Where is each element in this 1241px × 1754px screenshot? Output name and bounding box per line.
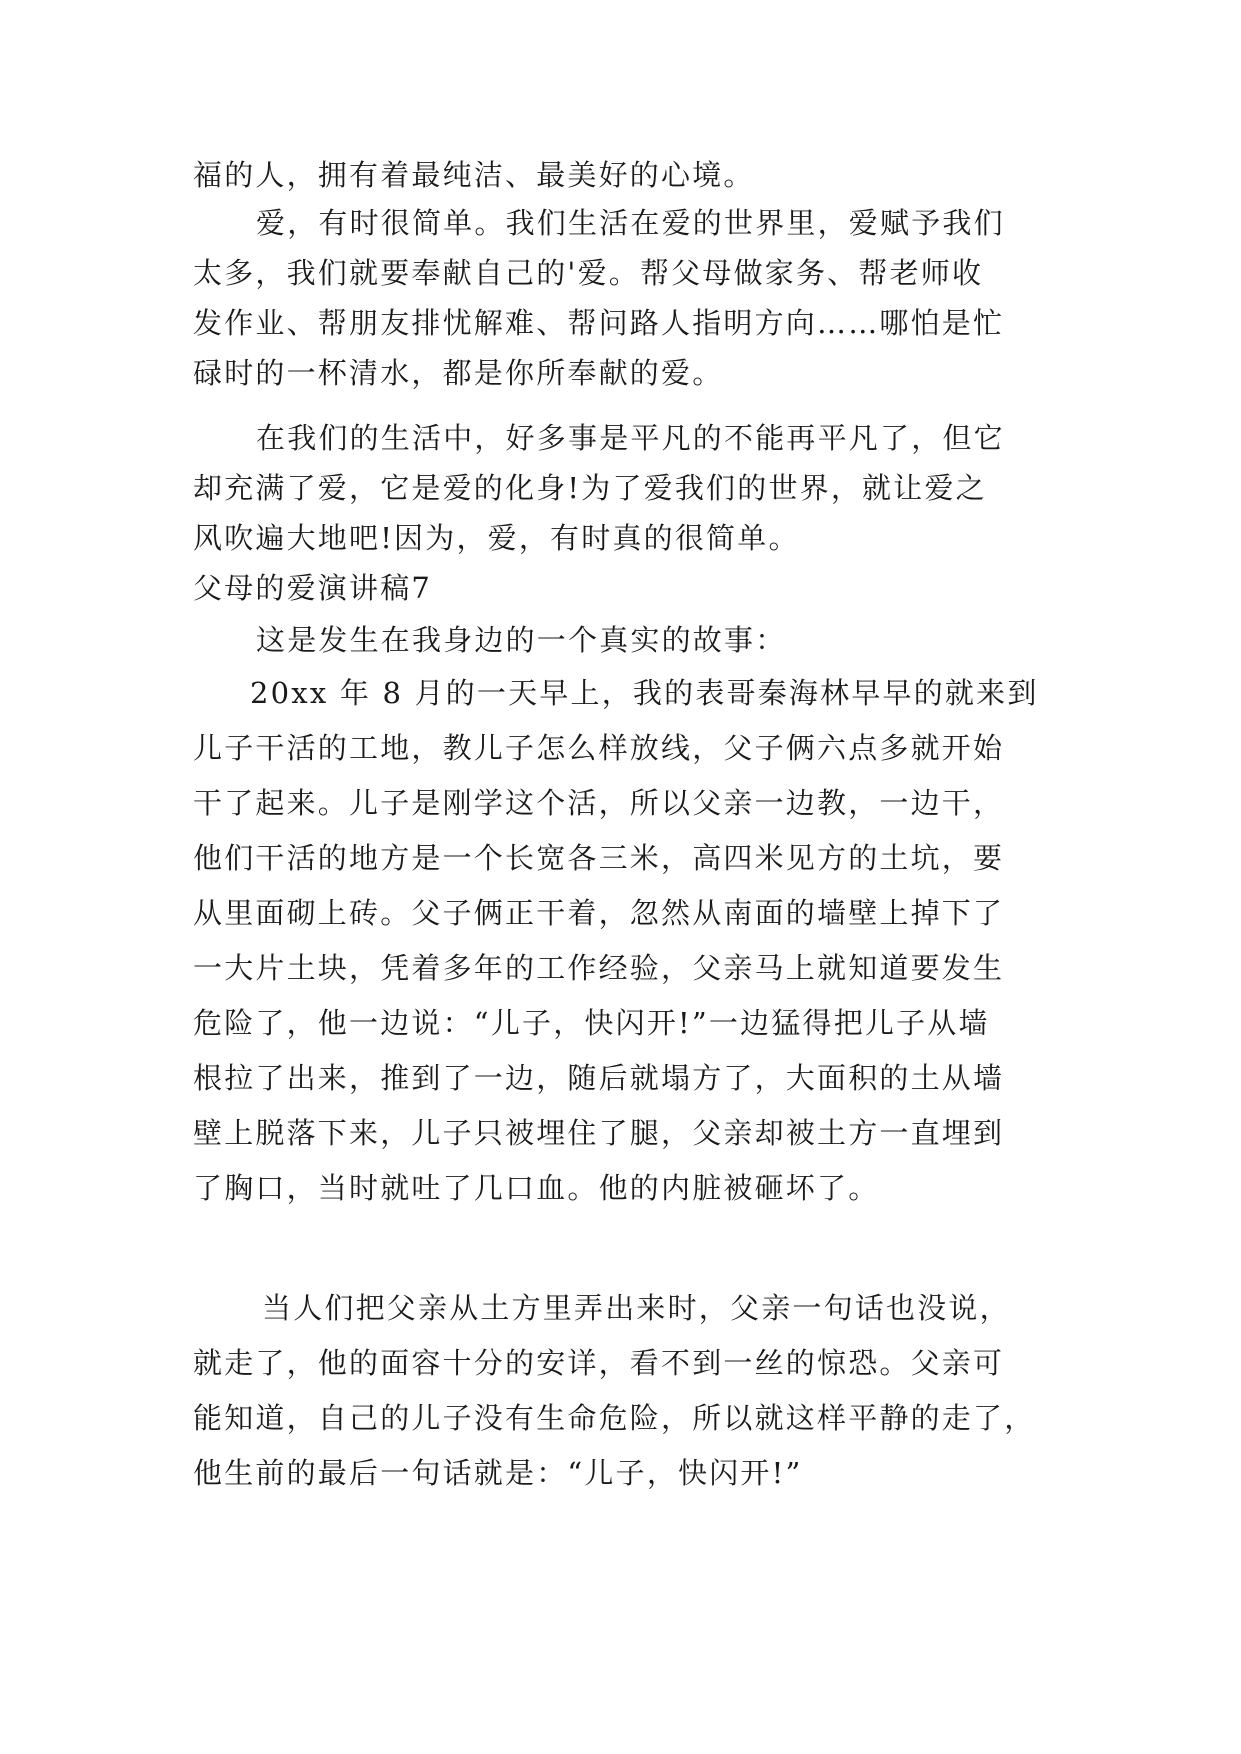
text-line: 碌时的一杯清水，都是你所奉献的爱。	[193, 356, 724, 390]
text-line: 能知道，自己的儿子没有生命危险，所以就这样平静的走了，	[193, 1401, 1036, 1435]
text-line: 当人们把父亲从土方里弄出来时，父亲一句话也没说，	[262, 1291, 1011, 1325]
text-line: 就走了，他的面容十分的安详，看不到一丝的惊恐。父亲可	[193, 1346, 1005, 1380]
text-line: 从里面砌上砖。父子俩正干着，忽然从南面的墙壁上掉下了	[193, 896, 1005, 930]
text-line: 发作业、帮朋友排忧解难、帮问路人指明方向……哪怕是忙	[193, 306, 1005, 340]
text-line: 风吹遍大地吧!因为，爱，有时真的很简单。	[193, 521, 800, 555]
text-line: 根拉了出来，推到了一边，随后就塌方了，大面积的土从墙	[193, 1061, 1005, 1095]
text-line: 了胸口，当时就吐了几口血。他的内脏被砸坏了。	[193, 1171, 880, 1205]
text-line: 儿子干活的工地，教儿子怎么样放线，父子俩六点多就开始	[193, 731, 1005, 765]
text-line: 爱，有时很简单。我们生活在爱的世界里，爱赋予我们	[256, 206, 1005, 240]
text-line: 他生前的最后一句话就是：“儿子，快闪开!”	[193, 1456, 803, 1490]
text-line: 这是发生在我身边的一个真实的故事：	[256, 623, 787, 657]
text-line: 一大片土块，凭着多年的工作经验，父亲马上就知道要发生	[193, 951, 1005, 985]
section-heading: 父母的爱演讲稿7	[193, 571, 433, 605]
text-line: 危险了，他一边说：“儿子，快闪开!”一边猛得把儿子从墙	[193, 1006, 990, 1040]
text-line: 他们干活的地方是一个长宽各三米，高四米见方的土坑，要	[193, 841, 1005, 875]
text-line: 在我们的生活中，好多事是平凡的不能再平凡了，但它	[256, 421, 1005, 455]
text-line: 20xx 年 8 月的一天早上，我的表哥秦海林早早的就来到	[250, 676, 1039, 710]
text-line: 壁上脱落下来，儿子只被埋住了腿，父亲却被土方一直埋到	[193, 1116, 1005, 1150]
text-line: 干了起来。儿子是刚学这个活，所以父亲一边教，一边干，	[193, 786, 1005, 820]
text-line: 太多，我们就要奉献自己的'爱。帮父母做家务、帮老师收	[193, 256, 984, 290]
text-line: 却充满了爱，它是爱的化身!为了爱我们的世界，就让爱之	[193, 471, 987, 505]
text-line: 福的人，拥有着最纯洁、最美好的心境。	[193, 158, 755, 192]
